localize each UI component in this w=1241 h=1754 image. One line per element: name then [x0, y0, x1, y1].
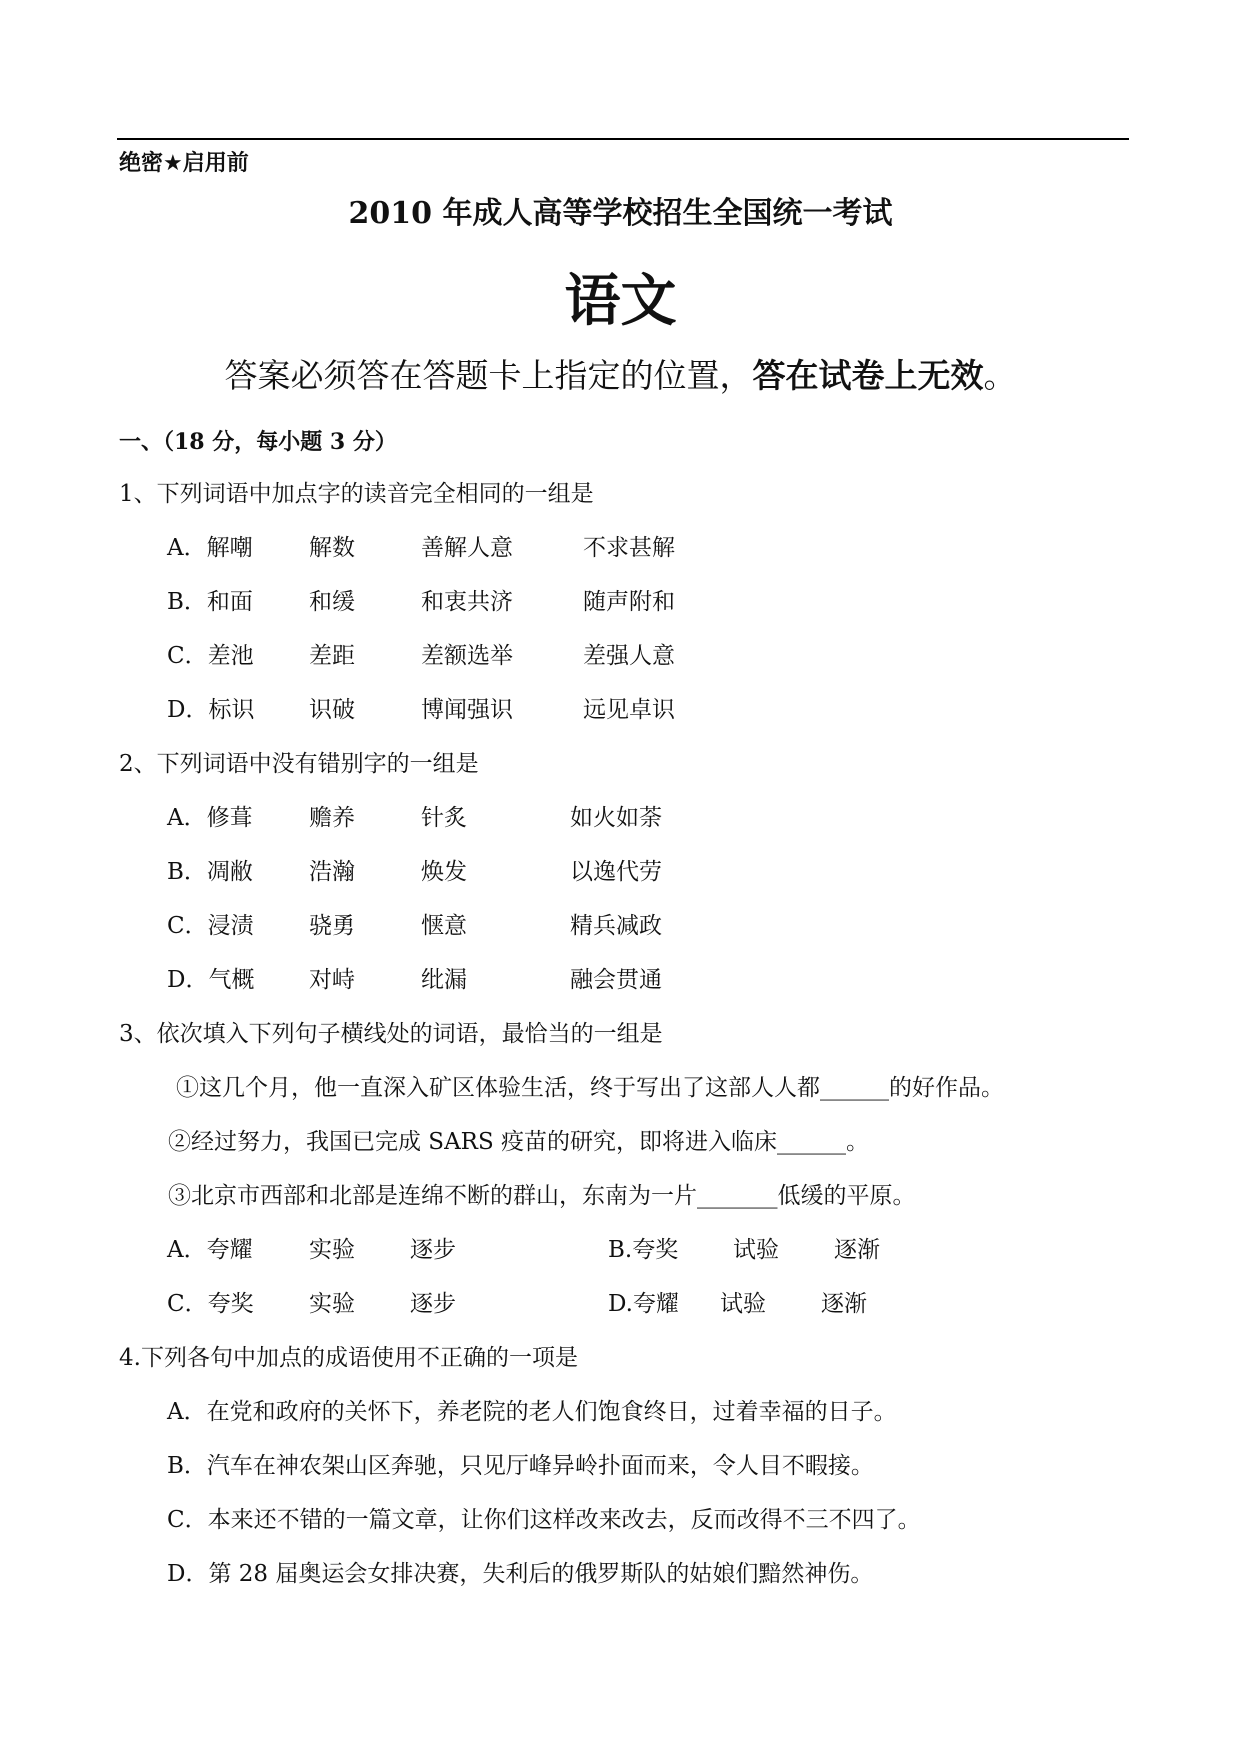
option-word: 善解人意 [421, 535, 513, 561]
header-rule [117, 138, 1129, 140]
option-word: A．夸耀 [167, 1237, 253, 1263]
question-1-stem: 1、下列词语中加点字的读音完全相同的一组是 [119, 481, 594, 507]
question-3-stem: 3、依次填入下列句子横线处的词语，最恰当的一组是 [119, 1021, 663, 1047]
option-word: 逐渐 [821, 1291, 867, 1317]
option-word: 和衷共济 [421, 589, 513, 615]
option-word: 焕发 [421, 859, 467, 885]
option-word: D.夸耀 [608, 1291, 679, 1317]
option-word: 赡养 [309, 805, 355, 831]
option-word: 惬意 [421, 913, 467, 939]
option-word: C．差池 [167, 643, 254, 669]
option-word: 试验 [720, 1291, 766, 1317]
option-word: 博闻强识 [421, 697, 513, 723]
option-word: 浩瀚 [309, 859, 355, 885]
question-4-stem: 4.下列各句中加点的成语使用不正确的一项是 [119, 1345, 578, 1371]
notice-normal: 答案必须答在答题卡上指定的位置， [224, 356, 753, 395]
option-word: B.夸奖 [608, 1237, 679, 1263]
option-word: 骁勇 [309, 913, 355, 939]
option-word: C．夸奖 [167, 1291, 254, 1317]
option-word: B．凋敝 [167, 859, 253, 885]
option-word: 识破 [309, 697, 355, 723]
question-2-stem: 2、下列词语中没有错别字的一组是 [119, 751, 479, 777]
option-word: 实验 [309, 1237, 355, 1263]
q4-option-d: D．第 28 届奥运会女排决赛，失利后的俄罗斯队的姑娘们黯然神伤。 [167, 1561, 874, 1587]
option-word: 逐步 [410, 1291, 456, 1317]
answer-notice [0, 350, 1241, 397]
option-word: 远见卓识 [583, 697, 675, 723]
q3-sentence-2: ②经过努力，我国已完成 SARS 疫苗的研究，即将进入临床______。 [168, 1129, 870, 1155]
q3-sentence-1: ①这几个月，他一直深入矿区体验生活，终于写出了这部人人都______的好作品。 [176, 1075, 1004, 1101]
q4-option-a: A．在党和政府的关怀下，养老院的老人们饱食终日，过着幸福的日子。 [167, 1399, 897, 1425]
option-word: 差强人意 [583, 643, 675, 669]
option-word: D．气概 [167, 967, 255, 993]
option-word: 实验 [309, 1291, 355, 1317]
option-word: A．修葺 [167, 805, 253, 831]
option-word: 以逸代劳 [570, 859, 662, 885]
option-word: 如火如荼 [570, 805, 662, 831]
exam-title: 2010 年成人高等学校招生全国统一考试 [348, 196, 893, 231]
notice-end: 。 [983, 356, 1017, 395]
option-word: 纰漏 [421, 967, 467, 993]
option-word: B．和面 [167, 589, 253, 615]
option-word: 差距 [309, 643, 355, 669]
option-word: 随声附和 [583, 589, 675, 615]
option-word: 差额选举 [421, 643, 513, 669]
option-word: A．解嘲 [167, 535, 253, 561]
option-word: 对峙 [309, 967, 355, 993]
option-word: 融会贯通 [570, 967, 662, 993]
option-word: 逐渐 [834, 1237, 880, 1263]
option-word: 精兵减政 [570, 913, 662, 939]
option-word: C．浸渍 [167, 913, 254, 939]
confidential-label: 绝密★启用前 [119, 151, 249, 176]
option-word: 和缓 [309, 589, 355, 615]
option-word: 逐步 [410, 1237, 456, 1263]
subject-title: 语文 [564, 269, 677, 334]
option-word: 解数 [309, 535, 355, 561]
option-word: 试验 [733, 1237, 779, 1263]
q4-option-b: B．汽车在神农架山区奔驰，只见厅峰异岭扑面而来，令人目不暇接。 [167, 1453, 874, 1479]
option-word: 不求甚解 [583, 535, 675, 561]
q4-option-c: C．本来还不错的一篇文章，让你们这样改来改去，反而改得不三不四了。 [167, 1507, 921, 1533]
option-word: 针炙 [421, 805, 467, 831]
option-word: D．标识 [167, 697, 255, 723]
notice-bold: 答在试卷上无效 [752, 356, 984, 395]
section-heading: 一、（18 分，每小题 3 分） [119, 429, 397, 455]
q3-sentence-3: ③北京市西部和北部是连绵不断的群山，东南为一片_______低缓的平原。 [168, 1183, 916, 1209]
